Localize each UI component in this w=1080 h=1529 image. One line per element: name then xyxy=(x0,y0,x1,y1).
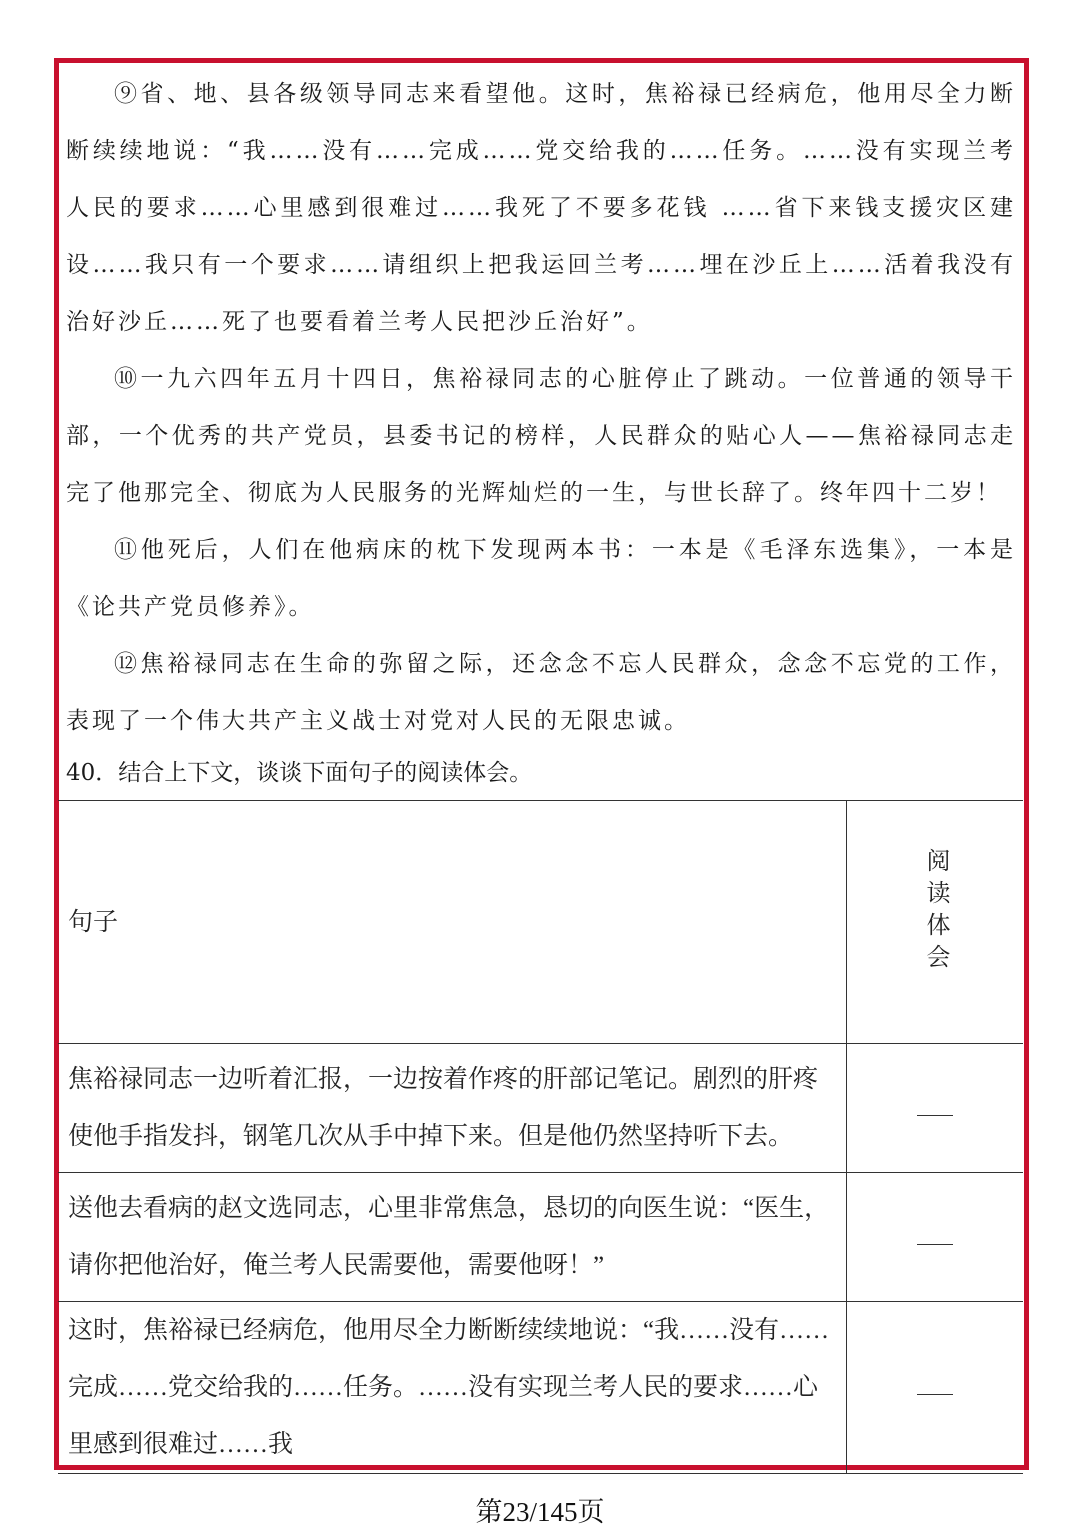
header-sentence: 句子 xyxy=(58,801,847,1044)
header-reading-insight xyxy=(847,801,1024,1044)
table-row xyxy=(58,1044,1023,1173)
paragraph-11: ⑪他死后，人们在他病床的枕下发现两本书：一本是《毛泽东选集》，一本是《论共产党员修养》。 xyxy=(66,537,1016,620)
header-reading-insight-label: 阅读体会 xyxy=(922,847,948,976)
table-row xyxy=(58,1302,1023,1474)
blank-line xyxy=(917,1115,953,1116)
paragraph-10: ⑩一九六四年五月十四日，焦裕禄同志的心脏停止了跳动。一位普通的领导干部，一个优秀的共产党员，县委书记的榜样，人民群众的贴心人——焦裕禄同志走完了他那完全、彻底为人民服务的光辉灿烂的一生，与世长辞了。终年四十二岁！ xyxy=(66,366,1016,506)
sentence-cell: 焦裕禄同志一边听着汇报，一边按着作疼的肝部记笔记。剧烈的肝疼使他手指发抖，钢笔几次从手中掉下来。但是他仍然坚持听下去。 xyxy=(58,1044,847,1173)
table-header-row xyxy=(58,801,1023,1044)
answer-table xyxy=(58,800,1023,1514)
paragraph-9: ⑨省、地、县各级领导同志来看望他。这时，焦裕禄已经病危，他用尽全力断断续续地说：“我……没有……完成……党交给我的……任务。……没有实现兰考人民的要求……心里感到很难过……我死了不要多花钱 ……省下来钱支援灾区建设……我只有一个要求……请组织上把我运回兰考……埋在沙丘上……活着我没有治好沙丘……死了也要看着兰考人民把沙丘治好”。 xyxy=(66,81,1016,335)
answer-blank[interactable] xyxy=(847,1173,1024,1302)
sentence-cell: 送他去看病的赵文选同志，心里非常焦急，恳切的向医生说：“医生，请你把他治好，俺兰考人民需要他，需要他呀！” xyxy=(58,1173,847,1302)
paragraph-12: ⑫焦裕禄同志在生命的弥留之际，还念念不忘人民群众，念念不忘党的工作，表现了一个伟大共产主义战士对党对人民的无限忠诚。 xyxy=(66,651,1016,734)
answer-blank[interactable] xyxy=(847,1044,1024,1173)
blank-line xyxy=(917,1394,953,1395)
blank-line xyxy=(917,1244,953,1245)
page-number: 第23/145页 xyxy=(475,1497,605,1527)
table-row xyxy=(58,1173,1023,1302)
reading-passage xyxy=(66,66,1016,750)
answer-blank[interactable] xyxy=(847,1302,1024,1474)
sentence-cell: 这时，焦裕禄已经病危，他用尽全力断断续续地说：“我……没有……完成……党交给我的……任务。……没有实现兰考人民的要求……心里感到很难过……我 xyxy=(58,1302,847,1474)
question-40: 40．结合上下文，谈谈下面句子的阅读体会。 xyxy=(66,760,533,786)
